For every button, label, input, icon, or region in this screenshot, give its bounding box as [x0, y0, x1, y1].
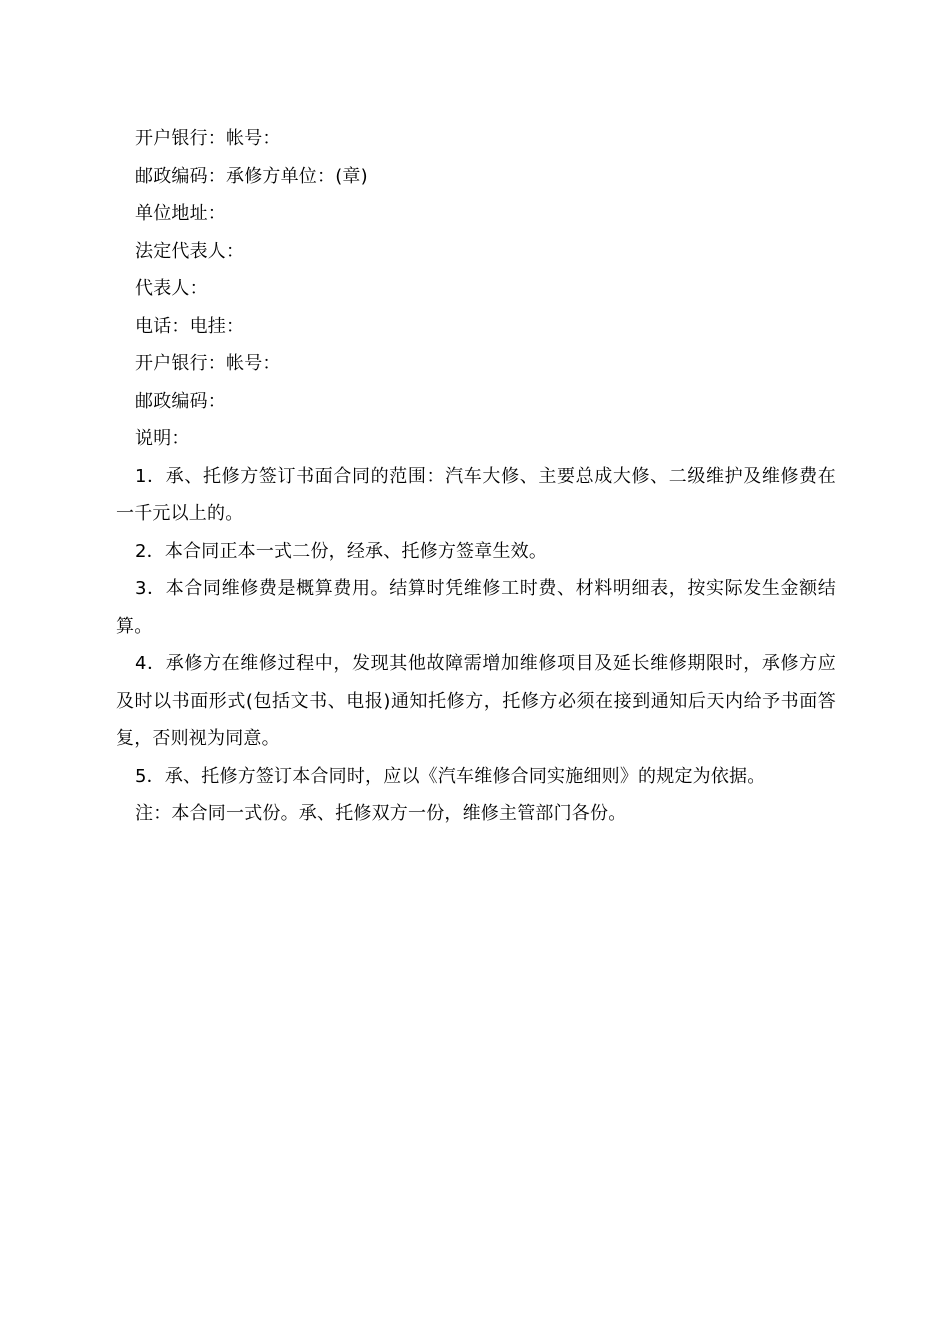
postal-code-line: 邮政编码： — [135, 390, 226, 412]
note-item-2: 2．本合同正本一式二份，经承、托修方签章生效。 — [135, 540, 548, 562]
phone-telegraph-line: 电话：电挂： — [135, 315, 245, 337]
bank-account-line: 开户银行：帐号： — [135, 128, 281, 149]
note-item-1: 1．承、托修方签订书面合同的范围：汽车大修、主要总成大修、二级维护及维修费在一千元以上的。 — [116, 465, 836, 524]
representative-line: 代表人： — [135, 278, 208, 299]
document-body — [116, 120, 836, 833]
note-item-3: 3．本合同维修费是概算费用。结算时凭维修工时费、材料明细表，按实际发生金额结算。 — [116, 578, 836, 637]
note-item-4: 4．承修方在维修过程中，发现其他故障需增加维修项目及延长维修期限时，承修方应及时以书面形式(包括文书、电报)通知托修方，托修方必须在接到通知后天内给予书面答复，否则视为同意。 — [116, 653, 836, 749]
legal-representative-line: 法定代表人： — [135, 240, 245, 262]
note-item-5: 5．承、托修方签订本合同时，应以《汽车维修合同实施细则》的规定为依据。 — [135, 765, 766, 787]
bank-account-line-2: 开户银行：帐号： — [135, 353, 281, 374]
postal-code-repairer-unit-line: 邮政编码：承修方单位：(章) — [135, 165, 368, 187]
unit-address-line: 单位地址： — [135, 203, 226, 224]
footer-note: 注：本合同一式份。承、托修双方一份，维修主管部门各份。 — [135, 803, 627, 824]
notes-heading: 说明： — [135, 428, 190, 449]
